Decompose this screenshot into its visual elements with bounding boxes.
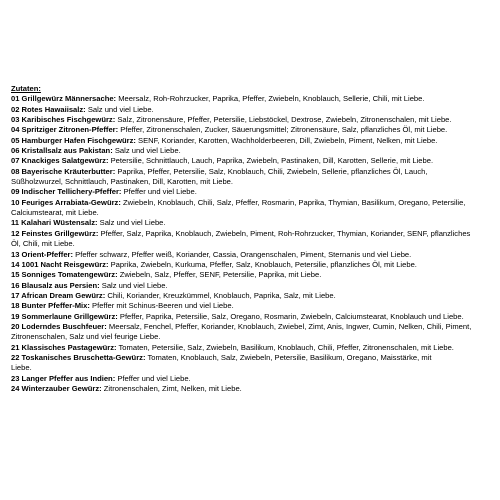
product-name: 09 Indischer Tellichery-Pfeffer:	[11, 187, 122, 197]
ingredient-item	[11, 198, 493, 208]
ingredient-text: Tomaten, Petersilie, Salz, Zwiebeln, Basilikum, Knoblauch, Chili, Pfeffer, Zitronenschalen, mit Liebe.	[116, 342, 454, 352]
product-name: 08 Bayerische Kräuterbutter:	[11, 166, 116, 176]
ingredient-item	[11, 384, 493, 394]
product-name: 21 Klassisches Pastagewürz:	[11, 342, 117, 352]
ingredient-text: Meersalz, Roh-Rohrzucker, Paprika, Pfeffer, Zwiebeln, Knoblauch, Sellerie, Chili, mit Liebe.	[116, 94, 425, 104]
ingredient-item	[11, 322, 493, 332]
ingredient-item	[11, 229, 493, 239]
ingredient-text: Paprika, Zwiebeln, Kurkuma, Pfeffer, Salz, Knoblauch, Petersilie, pflanzliches Öl, mit Liebe.	[108, 259, 417, 269]
ingredient-text: Pfeffer mit Schinus-Beeren und viel Liebe.	[89, 301, 234, 311]
ingredient-item	[11, 94, 493, 104]
ingredient-text: Pfeffer, Paprika, Petersilie, Salz, Oregano, Rosmarin, Zwiebeln, Calciumstearat, Knoblauch und Liebe.	[117, 311, 464, 321]
ingredient-text: Zwiebeln, Salz, Pfeffer, SENF, Petersilie, Paprika, mit Liebe.	[117, 270, 322, 280]
ingredient-item	[11, 136, 493, 146]
product-name: 23 Langer Pfeffer aus Indien:	[11, 373, 116, 383]
ingredient-text: Zitronenschalen, Zimt, Nelken, mit Liebe.	[101, 383, 242, 393]
ingredient-text: Pfeffer schwarz, Pfeffer weiß, Koriander, Cassia, Orangenschalen, Piment, Sternanis und viel Liebe.	[73, 249, 412, 259]
ingredient-text: Salz und viel Liebe.	[85, 104, 154, 114]
ingredient-item	[11, 156, 493, 166]
ingredient-text: Tomaten, Knoblauch, Salz, Zwiebeln, Petersilie, Basilikum, Oregano, Maisstärke, mit	[145, 352, 432, 362]
ingredient-text: Zwiebeln, Knoblauch, Chili, Salz, Pfeffer, Rosmarin, Paprika, Thymian, Basilikum, Oregano, Petersilie,	[120, 197, 466, 207]
ingredient-text: Pfeffer und viel Liebe.	[121, 187, 197, 197]
product-name: 20 Loderndes Buschfeuer:	[11, 321, 107, 331]
ingredient-item-continuation	[11, 208, 493, 218]
ingredient-text: Pfeffer und viel Liebe.	[115, 373, 191, 383]
ingredient-item	[11, 105, 493, 115]
ingredient-item	[11, 281, 493, 291]
ingredient-item	[11, 250, 493, 260]
product-name: 14 1001 Nacht Reisgewürz:	[11, 259, 109, 269]
ingredient-item	[11, 353, 493, 363]
product-name: 13 Orient-Pfeffer:	[11, 249, 74, 259]
ingredients-heading: Zutaten:	[11, 84, 41, 93]
ingredient-item	[11, 301, 493, 311]
ingredient-item	[11, 218, 493, 228]
ingredient-item	[11, 343, 493, 353]
ingredient-text: Salz und viel Liebe.	[97, 218, 166, 228]
ingredient-item	[11, 270, 493, 280]
ingredient-item	[11, 291, 493, 301]
ingredient-item	[11, 125, 493, 135]
ingredient-item	[11, 312, 493, 322]
ingredient-text: Chili, Koriander, Kreuzkümmel, Knoblauch, Paprika, Salz, mit Liebe.	[105, 290, 336, 300]
product-name: 05 Hamburger Hafen Fischgewürz:	[11, 135, 136, 145]
product-name: 01 Grillgewürz Männersache:	[11, 94, 117, 104]
ingredient-item	[11, 374, 493, 384]
product-name: 22 Toskanisches Bruschetta-Gewürz:	[11, 352, 146, 362]
ingredient-item	[11, 115, 493, 125]
product-name: 12 Feinstes Grillgewürz:	[11, 228, 99, 238]
product-name: 02 Rotes Hawaiisalz:	[11, 104, 86, 114]
ingredient-item	[11, 167, 493, 177]
ingredient-item	[11, 187, 493, 197]
ingredient-item-continuation	[11, 177, 493, 187]
ingredient-text: Liebe.	[11, 363, 32, 373]
product-name: 17 African Dream Gewürz:	[11, 290, 106, 300]
product-name: 03 Karibisches Fischgewürz:	[11, 115, 116, 125]
product-name: 19 Sommerlaune Grillgewürz:	[11, 311, 118, 321]
ingredient-item-continuation	[11, 363, 493, 373]
product-name: 11 Kalahari Wüstensalz:	[11, 218, 98, 228]
product-name: 15 Sonniges Tomatengewürz:	[11, 270, 118, 280]
ingredients-document	[11, 84, 493, 394]
ingredient-text: Öl, Chili, mit Liebe.	[11, 239, 75, 249]
ingredient-item-continuation	[11, 332, 493, 342]
ingredient-item	[11, 146, 493, 156]
ingredient-text: Salz und viel Liebe.	[112, 146, 181, 156]
product-name: 10 Feuriges Arrabiata-Gewürz:	[11, 197, 121, 207]
ingredient-text: Meersalz, Fenchel, Pfeffer, Koriander, Knoblauch, Zwiebel, Zimt, Anis, Ingwer, Cumin, Nelken, Chili, Piment,	[106, 321, 472, 331]
product-name: 24 Winterzauber Gewürz:	[11, 383, 102, 393]
ingredient-item-continuation	[11, 239, 493, 249]
ingredient-text: Salz und viel Liebe.	[99, 280, 168, 290]
ingredient-text: Salz, Zitronensäure, Pfeffer, Petersilie, Liebstöckel, Dextrose, Zwiebeln, Zitronenschalen, mit Liebe.	[115, 115, 452, 125]
ingredient-item	[11, 260, 493, 270]
product-name: 07 Knackiges Salatgewürz:	[11, 156, 109, 166]
ingredient-text: Süßholzwurzel, Schnittlauch, Pastinaken, Dill, Karotten, mit Liebe.	[11, 177, 234, 187]
product-name: 06 Kristallsalz aus Pakistan:	[11, 146, 113, 156]
ingredient-text: Calciumstearat, mit Liebe.	[11, 208, 99, 218]
ingredient-text: SENF, Koriander, Karotten, Wachholderbeeren, Dill, Zwiebeln, Piment, Nelken, mit Liebe.	[135, 135, 438, 145]
ingredient-text: Pfeffer, Salz, Paprika, Knoblauch, Zwiebeln, Piment, Roh-Rohrzucker, Thymian, Koriander, SENF, pflanzliches	[98, 228, 471, 238]
ingredient-text: Pfeffer, Zitronenschalen, Zucker, Säuerungsmittel; Zitronensäure, Salz, pflanzliches Öl, mit Liebe.	[118, 125, 448, 135]
ingredient-text: Petersilie, Schnittlauch, Lauch, Paprika, Zwiebeln, Pastinaken, Dill, Karotten, Sellerie, mit Liebe.	[108, 156, 434, 166]
product-name: 18 Bunter Pfeffer-Mix:	[11, 301, 90, 311]
ingredient-text: Zitronenschalen, Salz und viel feurige Liebe.	[11, 332, 161, 342]
ingredient-text: Paprika, Pfeffer, Petersilie, Salz, Knoblauch, Chili, Zwiebeln, Sellerie, pflanzliches Öl, Lauch,	[115, 166, 428, 176]
product-name: 04 Spritziger Zitronen-Pfeffer:	[11, 125, 119, 135]
product-name: 16 Blausalz aus Persien:	[11, 280, 100, 290]
ingredients-list	[11, 94, 493, 394]
